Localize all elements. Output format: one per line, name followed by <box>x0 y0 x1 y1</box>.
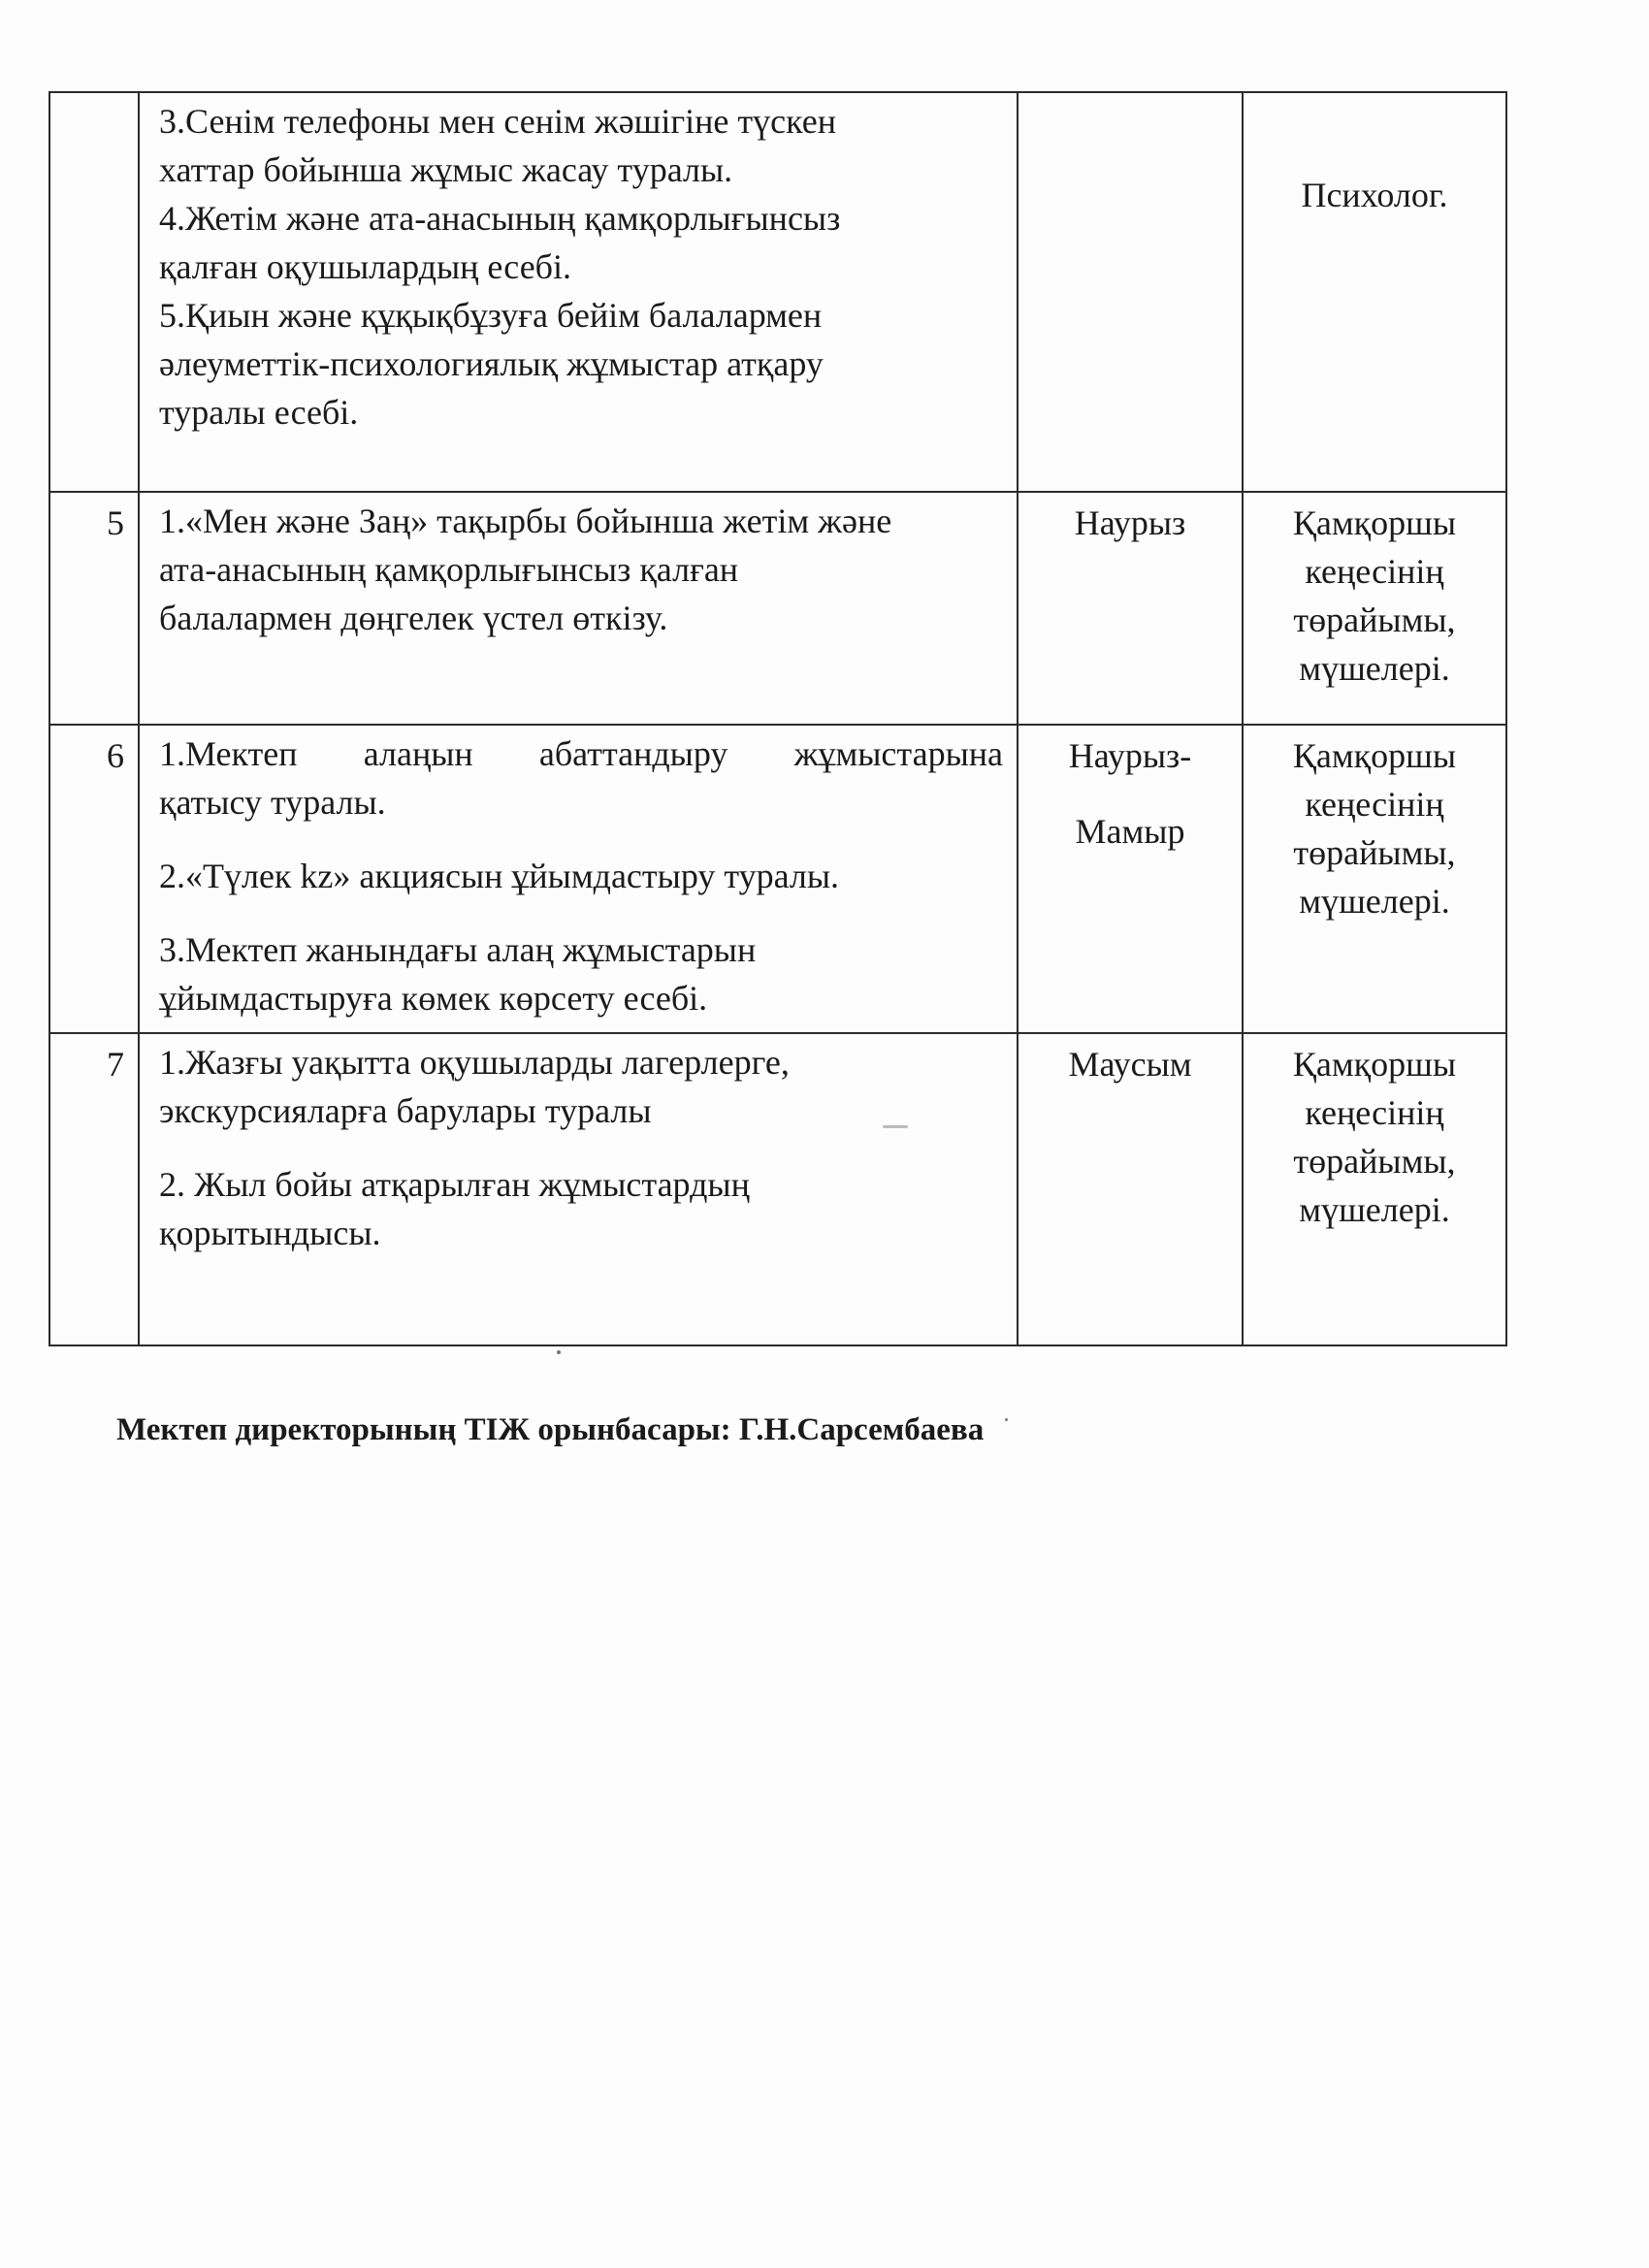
content-line: қорытындысы. <box>159 1214 381 1252</box>
content-line: хаттар бойынша жұмыс жасау туралы. <box>159 150 733 189</box>
row-number: 6 <box>49 725 139 1033</box>
content-line: ата-анасының қамқорлығынсыз қалған <box>159 550 739 589</box>
table-row <box>49 92 1506 492</box>
table-row <box>49 725 1506 1033</box>
content-line: 1.«Мен және Заң» тақырбы бойынша жетім және <box>159 502 892 540</box>
row-period <box>1018 1033 1243 1345</box>
period-line: Наурыз- <box>1068 736 1192 775</box>
content-line: 3.Сенім телефоны мен сенім жәшігіне түскен <box>159 102 836 141</box>
row-number: 7 <box>49 1033 139 1345</box>
content-line: 4.Жетім және ата-анасының қамқорлығынсыз <box>159 199 841 238</box>
row-responsible <box>1243 92 1506 492</box>
plan-table <box>48 91 1507 1346</box>
responsible-line: төрайымы, <box>1293 1142 1456 1181</box>
content-line: ұйымдастыруға көмек көрсету есебі. <box>159 979 708 1018</box>
scan-speck <box>1005 1418 1008 1421</box>
content-line: балалармен дөңгелек үстел өткізу. <box>159 599 668 637</box>
content-line: 2.«Түлек kz» акциясын ұйымдастыру туралы. <box>159 857 840 895</box>
row-period <box>1018 92 1243 492</box>
row-responsible <box>1243 725 1506 1033</box>
row-content <box>139 92 1018 492</box>
table-row <box>49 492 1506 725</box>
content-line: 1.Мектеп алаңын абаттандыру жұмыстарына <box>159 734 1003 773</box>
row-content <box>139 1033 1018 1345</box>
responsible-line: төрайымы, <box>1293 600 1456 639</box>
responsible-line: Психолог. <box>1301 176 1448 214</box>
scan-speck <box>883 1125 908 1128</box>
content-line: қалған оқушылардың есебі. <box>159 247 571 286</box>
content-line: туралы есебі. <box>159 393 359 432</box>
responsible-line: мүшелері. <box>1299 882 1450 921</box>
period-line: Маусым <box>1068 1045 1192 1084</box>
content-line: 5.Қиын және құқықбұзуға бейім балалармен <box>159 296 823 335</box>
responsible-line: кеңесінің <box>1305 785 1444 824</box>
row-number <box>49 92 139 492</box>
content-line: 1.Жазғы уақытта оқушыларды лагерлерге, <box>159 1043 790 1082</box>
period-line: Наурыз <box>1074 503 1186 542</box>
content-line: 2. Жыл бойы атқарылған жұмыстардың <box>159 1165 750 1204</box>
row-responsible <box>1243 1033 1506 1345</box>
signature-line: Мектеп директорының ТІЖ орынбасары: Г.Н.Сарсембаева <box>116 1412 985 1447</box>
responsible-line: Қамқоршы <box>1292 1045 1457 1084</box>
content-line: қатысу туралы. <box>159 783 386 822</box>
row-content <box>139 725 1018 1033</box>
responsible-line: Қамқоршы <box>1292 503 1457 542</box>
row-period <box>1018 492 1243 725</box>
row-number: 5 <box>49 492 139 725</box>
responsible-line: төрайымы, <box>1293 833 1456 872</box>
row-content <box>139 492 1018 725</box>
table-row <box>49 1033 1506 1345</box>
responsible-line: мүшелері. <box>1299 649 1450 688</box>
scan-speck <box>557 1350 561 1354</box>
content-line: әлеуметтік-психологиялық жұмыстар атқару <box>159 344 824 383</box>
responsible-line: кеңесінің <box>1305 552 1444 591</box>
responsible-line: Қамқоршы <box>1292 736 1457 775</box>
responsible-line: мүшелері. <box>1299 1190 1450 1229</box>
content-line: 3.Мектеп жанындағы алаң жұмыстарын <box>159 930 757 969</box>
responsible-line: кеңесінің <box>1305 1093 1444 1132</box>
period-line: Мамыр <box>1075 812 1185 851</box>
row-period <box>1018 725 1243 1033</box>
row-responsible <box>1243 492 1506 725</box>
content-line: экскурсияларға барулары туралы <box>159 1091 652 1130</box>
